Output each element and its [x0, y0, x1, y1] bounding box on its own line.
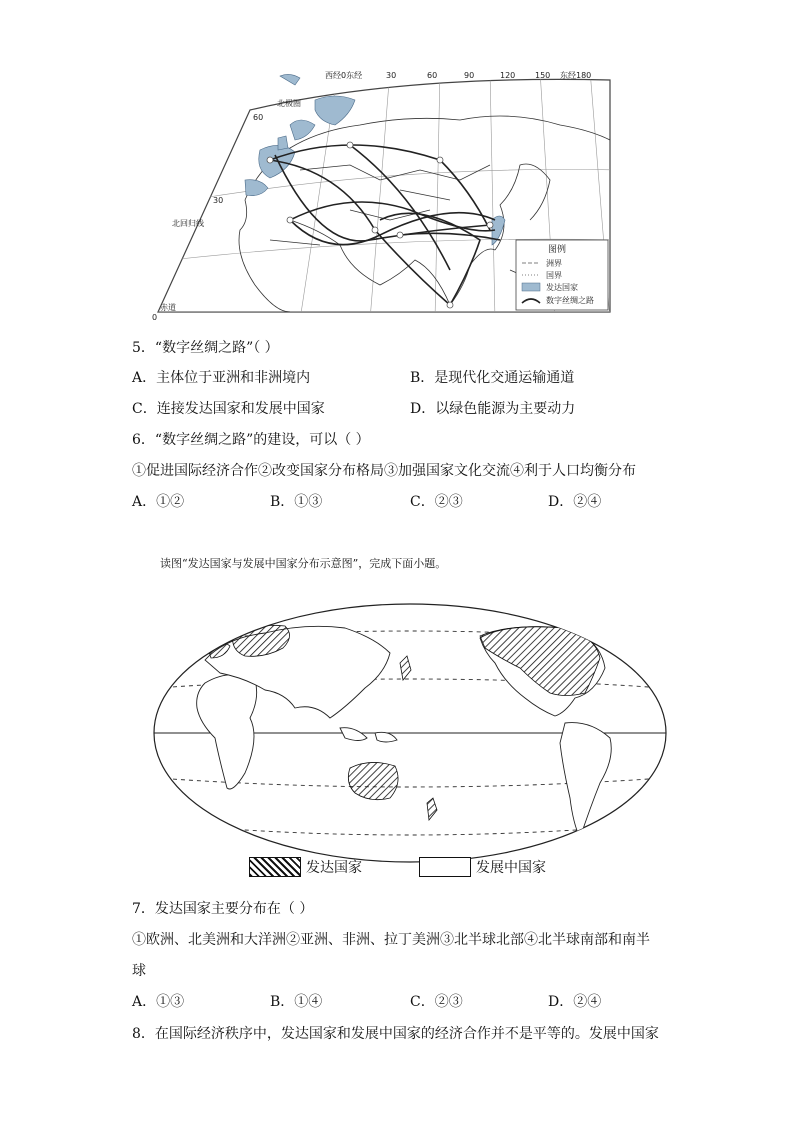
legend-title: 图例: [548, 245, 567, 255]
lon-label-180: 东经180: [560, 71, 592, 80]
world-development-map: [145, 598, 675, 883]
lat-label-30: 30: [213, 196, 224, 205]
q7-stem: 7．发达国家主要分布在（ ）: [132, 901, 314, 917]
q5-option-a[interactable]: A．主体位于亚洲和非洲境内: [132, 370, 311, 386]
q5-option-c[interactable]: C．连接发达国家和发展中国家: [132, 401, 325, 417]
lon-label-30: 30: [386, 71, 397, 80]
legend-silk-road: 数字丝绸之路: [546, 296, 594, 305]
q6-option-a[interactable]: A．①②: [132, 494, 185, 510]
q6-stem: 6．“数字丝绸之路”的建设，可以（ ）: [132, 432, 370, 448]
q7-choices-line1: ①欧洲、北美洲和大洋洲②亚洲、非洲、拉丁美洲③北半球北部④北半球南部和南半: [132, 932, 650, 948]
lon-label-90: 90: [464, 71, 475, 80]
lat-label-60: 60: [253, 113, 264, 122]
q7-option-d[interactable]: D．②④: [548, 994, 602, 1010]
legend-developed-label: 发达国家: [306, 860, 362, 876]
legend-country-border: 国界: [546, 271, 562, 280]
digital-silk-road-map: [150, 70, 620, 320]
lon-label-120: 120: [500, 71, 516, 80]
map2-intro: 读图“发达国家与发展中国家分布示意图”，完成下面小题。: [160, 557, 447, 570]
q7-option-b[interactable]: B．①④: [270, 994, 323, 1010]
q6-choices: ①促进国际经济合作②改变国家分布格局③加强国家文化交流④利于人口均衡分布: [132, 463, 636, 479]
q5-option-d[interactable]: D．以绿色能源为主要动力: [410, 401, 576, 417]
q8-stem: 8．在国际经济秩序中，发达国家和发展中国家的经济合作并不是平等的。发展中国家: [132, 1026, 659, 1042]
map1-legend: [516, 240, 608, 310]
q6-option-d[interactable]: D．②④: [548, 494, 602, 510]
arctic-circle-label: 北极圈: [277, 99, 301, 108]
legend-developing-label: 发展中国家: [476, 860, 546, 876]
legend-developing-swatch: [419, 857, 471, 877]
q5-stem: 5．“数字丝绸之路”（ ）: [132, 340, 279, 356]
q6-option-b[interactable]: B．①③: [270, 494, 323, 510]
lon-label-60: 60: [427, 71, 438, 80]
q6-option-c[interactable]: C．②③: [410, 494, 463, 510]
tropic-of-cancer-label: 北回归线: [172, 219, 204, 228]
q7-option-c[interactable]: C．②③: [410, 994, 463, 1010]
corner-zero-label: 0: [152, 313, 158, 320]
q7-option-a[interactable]: A．①③: [132, 994, 185, 1010]
lon-label-0: 西经0东经: [325, 71, 363, 80]
q5-option-b[interactable]: B．是现代化交通运输通道: [410, 370, 575, 386]
lon-label-150: 150: [535, 71, 551, 80]
equator-label: 赤道: [160, 303, 176, 312]
q7-choices-line2: 球: [132, 963, 146, 979]
legend-developed-swatch: [249, 857, 301, 877]
legend-developed: 发达国家: [546, 283, 578, 292]
legend-continent-border: 洲界: [546, 259, 562, 268]
